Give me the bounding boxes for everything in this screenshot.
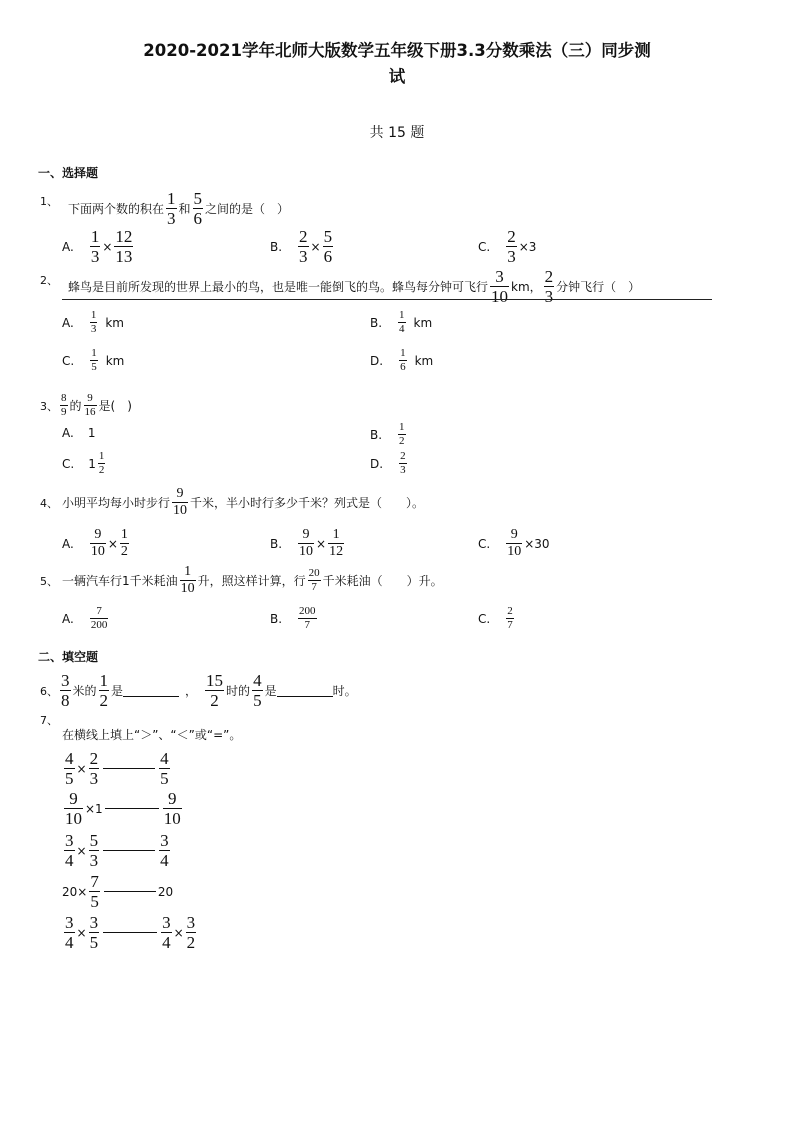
section-title-fill: 二、填空题 [38,650,99,664]
question-text: 千米耗油（ ）升。 [322,574,443,588]
fraction: $\frac{1}{2}$ [120,527,128,559]
question-text: 千米，半小时行多少千米？列式是（ ）。 [190,496,425,510]
question-text: 升，照这样计算，行 [197,574,306,588]
question-count: 共 15 题 [369,125,425,141]
fraction: $\frac{2}{3}$ [89,749,99,788]
fraction: $\frac{5}{6}$ [323,227,333,266]
operator: × [76,761,87,776]
operator: ×1 [85,801,103,816]
fraction: $\frac{5}{6}$ [193,189,203,228]
fraction: $\frac{4}{5}$ [65,749,74,788]
question-1 [40,190,289,227]
fraction: $\frac{4}{5}$ [253,671,262,710]
question-text: 的 [69,399,82,413]
question-text: 米的 [72,684,97,698]
question-number: 7、 [40,714,58,727]
fraction: $\frac{5}{3}$ [89,831,99,870]
fraction: $\frac{3}{4}$ [162,913,171,952]
question-text: ， [185,684,198,698]
option-label: B. [270,536,283,551]
operator: × [102,239,113,254]
option-a[interactable] [62,310,124,335]
question-number: 2、 [40,273,58,287]
fraction: $\frac{2}{3}$ [507,227,516,266]
question-text: 一辆汽车行1千米耗油 [62,574,178,588]
fraction: $\frac{7}{200}$ [90,605,108,631]
question-number: 4、 [40,496,58,510]
compare-row-1 [62,750,172,787]
operator: × [76,843,87,858]
fraction: $\frac{3}{8}$ [61,671,70,710]
option-label: D. [370,456,384,471]
fraction: $\frac{3}{2}$ [186,913,196,952]
option-label: A. [62,315,74,330]
fraction: $\frac{2}{7}$ [507,605,513,631]
answer-blank[interactable] [103,768,155,769]
fraction: $\frac{9}{10}$ [507,527,522,559]
option-d[interactable] [370,348,433,373]
option-b[interactable] [270,606,319,631]
option-label: A. [62,239,74,254]
option-a[interactable] [62,228,135,265]
option-label: A. [62,536,74,551]
fraction: $\frac{2}{3}$ [400,450,406,476]
answer-blank[interactable] [105,808,159,809]
question-4 [40,487,424,518]
fraction: $\frac{1}{12}$ [329,527,344,559]
operator: × [173,925,184,940]
answer-blank[interactable] [123,684,179,697]
fraction: $\frac{7}{5}$ [90,872,99,911]
fraction: $\frac{9}{10}$ [299,527,314,559]
compare-row-4 [62,873,173,910]
operator: × [310,239,321,254]
fraction: $\frac{2}{3}$ [544,267,554,306]
fraction: $\frac{1}{6}$ [400,347,406,373]
fraction: $\frac{2}{3}$ [299,227,308,266]
question-5 [40,565,443,596]
option-label: C. [62,353,75,368]
unit: km [413,315,433,330]
question-text: 时。 [332,684,357,698]
option-b[interactable] [270,228,335,265]
question-text: 是 [111,684,124,698]
whole-number: 1 [88,456,96,471]
option-b[interactable] [370,310,432,335]
fraction: $\frac{1}{4}$ [399,309,405,335]
compare-row-2 [62,790,184,827]
option-label: B. [370,315,383,330]
section-title-choice: 一、选择题 [38,166,99,180]
fraction: $\frac{3}{4}$ [160,831,169,870]
option-c[interactable] [62,451,107,476]
fraction: $\frac{1}{2}$ [399,421,405,447]
option-label: C. [62,456,75,471]
option-label: B. [270,239,283,254]
fraction: $\frac{4}{5}$ [160,749,169,788]
question-text: 之间的是（ ） [205,202,290,216]
answer-blank[interactable] [103,850,155,851]
answer-blank[interactable] [277,684,333,697]
option-b[interactable] [270,528,346,559]
fraction: $\frac{9}{10}$ [90,527,105,559]
option-d[interactable] [370,451,409,476]
fraction: $\frac{3}{10}$ [491,267,509,306]
question-text: 分钟飞行（ ） [556,280,641,294]
fraction: $\frac{9}{16}$ [84,392,96,418]
question-text: 是( ) [98,399,132,413]
fraction: $\frac{200}{7}$ [299,605,316,631]
unit: km [105,315,124,330]
option-label: C. [478,611,491,626]
question-number: 5、 [40,574,58,588]
answer-blank[interactable] [103,932,157,933]
option-c[interactable] [478,528,550,559]
question-text: 蜂鸟是目前所发现的世界上最小的鸟，也是唯一能倒飞的鸟。蜂鸟每分钟可飞行 [68,280,489,294]
option-label: A. [62,426,74,440]
answer-blank[interactable] [104,891,156,892]
operator: ×30 [524,536,550,551]
option-a[interactable] [62,528,131,559]
fraction: $\frac{1}{5}$ [91,347,97,373]
fraction: $\frac{1}{2}$ [99,671,109,710]
fraction: $\frac{12}{13}$ [115,227,133,266]
fraction: $\frac{15}{2}$ [206,671,224,710]
operator: × [316,536,327,551]
expression-text: 20 [157,884,174,899]
option-a[interactable] [62,426,95,440]
question-text: 时的 [226,684,251,698]
option-label: C. [478,536,491,551]
operator: × [107,536,118,551]
compare-row-3 [62,832,172,869]
option-label: B. [370,427,383,442]
question-number: 3、 [40,399,58,413]
fraction: $\frac{9}{10}$ [173,486,188,518]
fraction: $\frac{1}{2}$ [98,450,105,476]
question-number: 6、 [40,684,58,698]
question-text: 是 [264,684,277,698]
question-text: km， [511,280,542,294]
question-3 [40,393,132,418]
expression-text: 20× [62,884,88,899]
fraction: $\frac{9}{10}$ [163,789,181,828]
question-text: 小明平均每小时步行 [62,496,171,510]
question-number: 1、 [40,194,58,208]
fraction: $\frac{1}{10}$ [180,564,195,596]
option-value: 1 [87,426,96,440]
divider [62,299,712,300]
fraction: $\frac{3}{4}$ [65,831,74,870]
fraction: $\frac{8}{9}$ [61,392,67,418]
page-title: 2020-2021学年北师大版数学五年级下册3.3分数乘法（三）同步测 [143,41,651,60]
fraction: $\frac{1}{3}$ [90,227,100,266]
option-c[interactable] [478,228,536,265]
option-label: C. [478,239,491,254]
question-7-intro: 在横线上填上“＞”、“＜”或“=”。 [62,728,242,742]
question-text: 和 [178,202,191,216]
unit: km [105,353,125,368]
option-a[interactable] [62,606,110,631]
fraction: $\frac{1}{3}$ [167,189,176,228]
fraction: $\frac{3}{5}$ [89,913,99,952]
question-6 [40,672,357,709]
unit: km [414,353,434,368]
page-title-line2: 试 [388,67,406,86]
option-label: D. [370,353,384,368]
fraction: $\frac{3}{4}$ [65,913,74,952]
operator: × [76,925,87,940]
option-label: A. [62,611,74,626]
compare-row-5 [62,914,198,951]
option-label: B. [270,611,283,626]
option-c[interactable] [478,606,516,631]
question-text: 下面两个数的积在 [68,202,165,216]
fraction: $\frac{20}{7}$ [308,567,320,593]
option-c[interactable] [62,348,124,373]
fraction: $\frac{1}{3}$ [90,309,97,335]
operator: ×3 [518,239,537,254]
fraction: $\frac{9}{10}$ [65,789,82,828]
option-b[interactable] [370,422,408,447]
